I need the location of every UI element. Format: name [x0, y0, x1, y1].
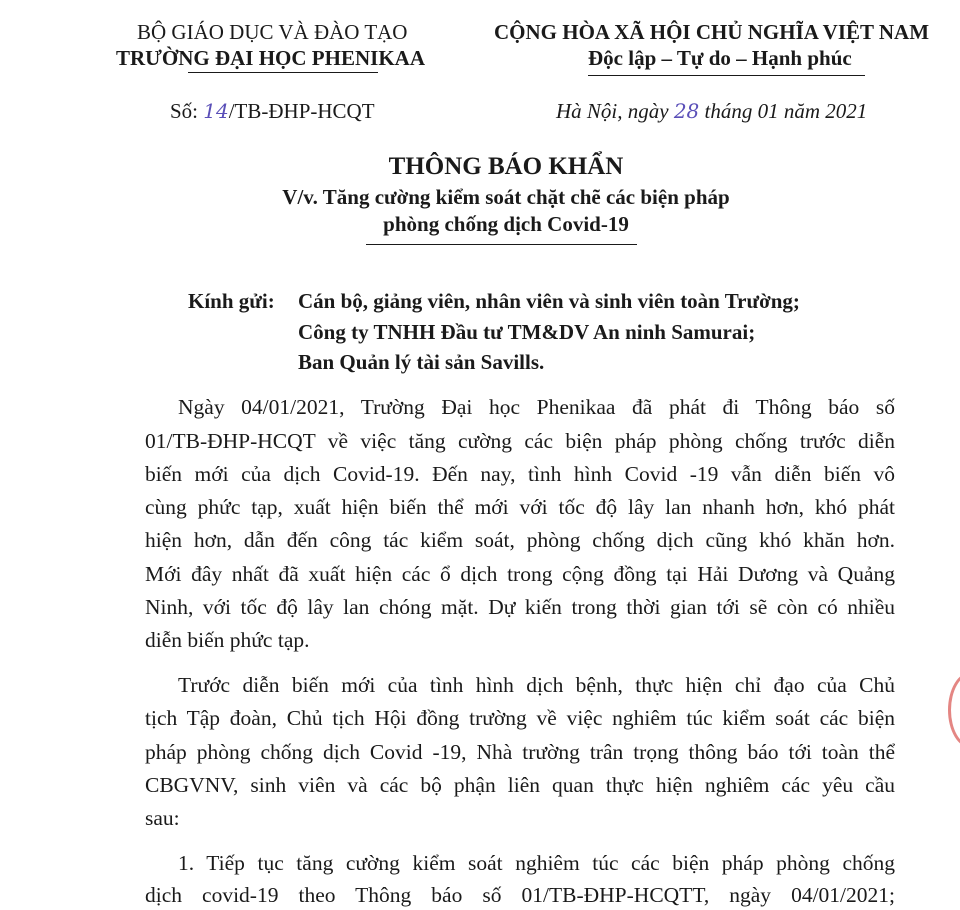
paragraph-2-line: Trước diễn biến mới của tình hình dịch bệnh, thực hiện chỉ đạo của Chủ	[178, 673, 895, 697]
school-name-text: TRƯỜNG ĐẠI HỌC PHENIKAA	[116, 46, 425, 70]
motto-underline	[588, 75, 865, 76]
paragraph-1-line: hiện hơn, dẫn đến công tác kiểm soát, phòng chống dịch cũng khó khăn hơn.	[145, 528, 895, 552]
red-stamp-seal	[948, 672, 960, 748]
paragraph-1-line: Ngày 04/01/2021, Trường Đại học Phenikaa đã phát đi Thông báo số	[178, 395, 895, 419]
paragraph-1-line: Ninh, với tốc độ lây lan chóng mặt. Dự kiến trong thời gian tới sẽ còn có nhiều	[145, 595, 895, 619]
title-underline	[366, 244, 637, 245]
document-subject-line-2: phòng chống dịch Covid-19	[383, 212, 629, 236]
paragraph-2-line: pháp phòng chống dịch Covid -19, Nhà trường trân trọng thông báo tới toàn thể	[145, 740, 895, 764]
paragraph-1-line: Mới đây nhất đã xuất hiện các ổ dịch trong cộng đồng tại Hải Dương và Quảng	[145, 562, 895, 586]
republic-name: CỘNG HÒA XÃ HỘI CHỦ NGHĨA VIỆT NAM	[494, 20, 930, 44]
school-name	[116, 46, 425, 71]
paragraph-1-line: 01/TB-ĐHP-HCQT về việc tăng cường các biện pháp phòng chống trước diễn	[145, 429, 895, 453]
date-suffix: tháng 01 năm 2021	[699, 99, 868, 123]
handwritten-day: 28	[673, 99, 700, 123]
school-underline	[188, 72, 378, 73]
ministry-name: BỘ GIÁO DỤC VÀ ĐÀO TẠO	[137, 20, 408, 44]
number-suffix: /TB-ĐHP-HCQT	[228, 99, 375, 123]
paragraph-2-line: tịch Tập đoàn, Chủ tịch Hội đồng trường về việc nghiêm túc kiểm soát các biện	[145, 706, 895, 730]
motto: Độc lập – Tự do – Hạnh phúc	[588, 46, 852, 70]
paragraph-2-line: CBGVNV, sinh viên và các bộ phận liên quan thực hiện nghiêm các yêu cầu	[145, 773, 895, 797]
date-prefix: Hà Nội, ngày	[556, 99, 674, 123]
document-date	[556, 99, 867, 124]
recipient-line: Ban Quản lý tài sản Savills.	[298, 350, 545, 374]
recipient-line: Công ty TNHH Đầu tư TM&DV An ninh Samurai;	[298, 320, 756, 344]
handwritten-number: 14	[203, 99, 229, 123]
paragraph-1-line: biến mới của dịch Covid-19. Đến nay, tình hình Covid -19 vẫn diễn biến vô	[145, 462, 895, 486]
recipient-line: Cán bộ, giảng viên, nhân viên và sinh viên toàn Trường;	[298, 289, 800, 313]
paragraph-1-line: cùng phức tạp, xuất hiện biến thể mới với tốc độ lây lan nhanh hơn, khó phát	[145, 495, 895, 519]
document-subject-line-1: V/v. Tăng cường kiểm soát chặt chẽ các biện pháp	[282, 185, 730, 209]
recipients-label: Kính gửi:	[188, 289, 275, 313]
number-prefix: Số:	[170, 99, 204, 123]
paragraph-3-line: dịch covid-19 theo Thông báo số 01/TB-ĐHP-HCQTT, ngày 04/01/2021;	[145, 883, 895, 907]
paragraph-1-line: diễn biến phức tạp.	[145, 628, 310, 652]
document-number	[170, 99, 375, 124]
document-title: THÔNG BÁO KHẨN	[388, 153, 624, 180]
paragraph-2-line: sau:	[145, 806, 180, 830]
paragraph-3-line: 1. Tiếp tục tăng cường kiểm soát nghiêm túc các biện pháp phòng chống	[178, 851, 895, 875]
